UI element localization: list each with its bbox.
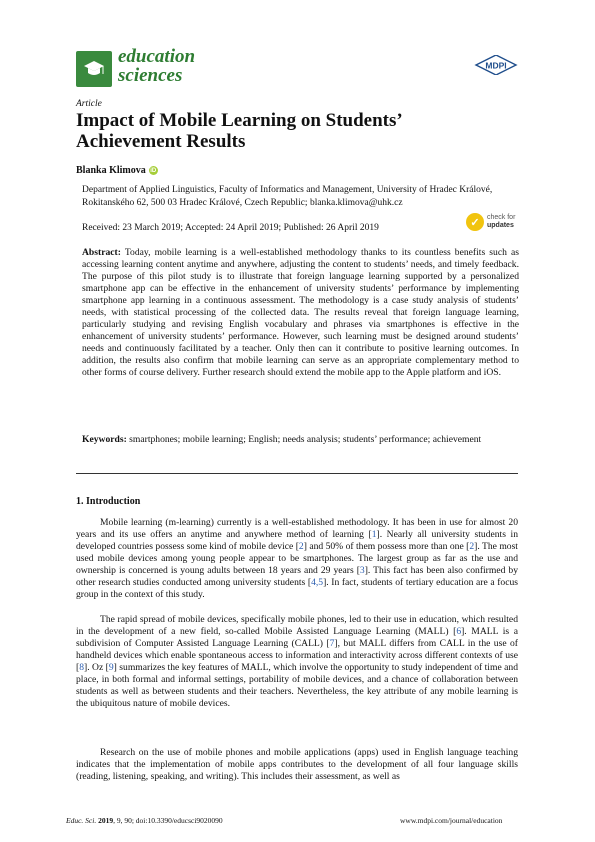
text-run: ] summarizes the key features of MALL, which involve the opportunity to study independent of time and place, in both formal and informal settings, portability of mobile devices, and a chance of collaboration between students as well as between students and their teachers. Nevertheless, the key attribute of any mobile learning is the ubiquitous nature of mobile devices. (76, 662, 518, 710)
abstract-text: Today, mobile learning is a well-established methodology thanks to its countless benefits such as accessing learning content anytime and anywhere, adjusting the content to students’ needs, and timely feedback. The purpose of this pilot study is to illustrate that foreign language learning supported by a personalized smartphone app can be effective in the enhancement of university students’ performance by implementing smartphone app learning in a continuous assessment. The methodology is a case study analysis of students’ needs, with statistical processing of the collected data. The results reveal that foreign language learning, particularly studying and revising English vocabulary and phrases via smartphones is effective in the enhancement of university students’ performance. However, such learning must be designed around students’ needs and continuously facilitated by a teacher. Only then can it contribute to positive learning outcomes. In addition, the results also confirm that mobile learning can serve as an appropriate complementary method to other forms of course delivery. Further research should extend the mobile app to the Apple platform and iOS. (82, 247, 519, 379)
journal-name (118, 47, 195, 85)
keywords-label: Keywords: (82, 434, 127, 445)
graduation-cap-icon (83, 59, 105, 79)
intro-paragraph-1 (76, 517, 518, 601)
footer-citation (66, 816, 223, 825)
intro-paragraph-2 (76, 614, 518, 710)
text-run: ] and 50% of them possess more than one [ (303, 541, 470, 553)
check-updates-line1: check for (487, 214, 516, 221)
check-updates-icon: ✓ (466, 213, 484, 231)
affiliation: Department of Applied Linguistics, Faculty of Informatics and Management, University of Hradec Králové, Rokitanského 62, 500 03 Hradec Králové, Czech Republic; blanka.klimova@uhk.cz (82, 185, 493, 208)
check-for-updates-badge[interactable] (466, 213, 515, 231)
text-run: ], but MALL differs from CALL in the use of handheld devices which enable spontaneous access to information and interactivity across different contexts of use [ (76, 638, 518, 674)
text-run: The rapid spread of mobile devices, specifically mobile phones, led to their use in education, which resulted in the development of a new field, so-called Mobile Assisted Language Learning (MALL) [ (76, 614, 518, 638)
check-updates-text (487, 214, 515, 230)
citation-link[interactable]: 4,5 (311, 577, 324, 589)
paper-title: Impact of Mobile Learning on Students’ Achievement Results (76, 110, 402, 152)
section-divider (76, 473, 518, 474)
citation-link[interactable]: 3 (359, 565, 365, 577)
abstract (82, 247, 519, 380)
publication-dates: Received: 23 March 2019; Accepted: 24 April 2019; Published: 26 April 2019 (82, 223, 379, 233)
keywords-text: smartphones; mobile learning; English; needs analysis; students’ performance; achievement (126, 434, 482, 445)
footer-doi: , 9, 90; doi:10.3390/educsci9020090 (113, 816, 223, 825)
article-type: Article (76, 99, 102, 109)
text-run: ]. In fact, students of tertiary education are a focus group in the context of this study. (76, 577, 518, 601)
author-name: Blanka Klimova (76, 165, 146, 176)
check-updates-line2: updates (487, 222, 514, 229)
abstract-label: Abstract: (82, 247, 121, 258)
citation-link[interactable]: 2 (469, 541, 475, 553)
citation-link[interactable]: 8 (79, 662, 84, 674)
citation-link[interactable]: 7 (329, 638, 335, 650)
intro-paragraph-3: Research on the use of mobile phones and mobile applications (apps) used in English language teaching indicates that the implementation of mobile apps contributes to the development of all four language skills (reading, listening, speaking, and writing). This includes their assessment, as well as (76, 747, 518, 783)
text-run: ]. The most used mobile devices among young people appear to be smartphones. The largest group as far as the use and ownership is concerned is young adults between 18 years and 29 years [ (76, 541, 518, 577)
citation-link[interactable]: 2 (298, 541, 304, 553)
journal-logo (76, 51, 112, 87)
text-run: ]. Oz [ (84, 662, 109, 674)
citation-link[interactable]: 6 (456, 626, 462, 638)
footer-journal: Educ. Sci. (66, 816, 97, 825)
text-run: ]. MALL is a subdivision of Computer Assisted Language Learning (CALL) [ (76, 626, 518, 650)
orcid-icon[interactable]: iD (150, 167, 157, 174)
citation-link[interactable]: 1 (371, 529, 377, 541)
section-heading: 1. Introduction (76, 496, 141, 507)
journal-name-line2: sciences (118, 65, 183, 86)
mdpi-logo-text: MDPI (485, 60, 507, 71)
journal-name-line1: education (118, 46, 196, 67)
footer-year: 2019 (98, 816, 114, 825)
author-line (76, 165, 158, 176)
citation-link[interactable]: 9 (108, 662, 114, 674)
keywords (82, 434, 519, 446)
text-run: Mobile learning (m-learning) currently is a well-established methodology. It has been in use for almost 20 years and its use offers an anytime and anywhere method of learning [ (76, 517, 518, 541)
text-run: ]. Nearly all university students in developed countries possess some kind of mobile device [ (76, 529, 519, 553)
mdpi-logo-icon (474, 55, 518, 75)
footer-url[interactable]: www.mdpi.com/journal/education (400, 816, 503, 825)
text-run: ]. This fact has been also confirmed by other research studies conducted among university students [ (76, 565, 519, 589)
